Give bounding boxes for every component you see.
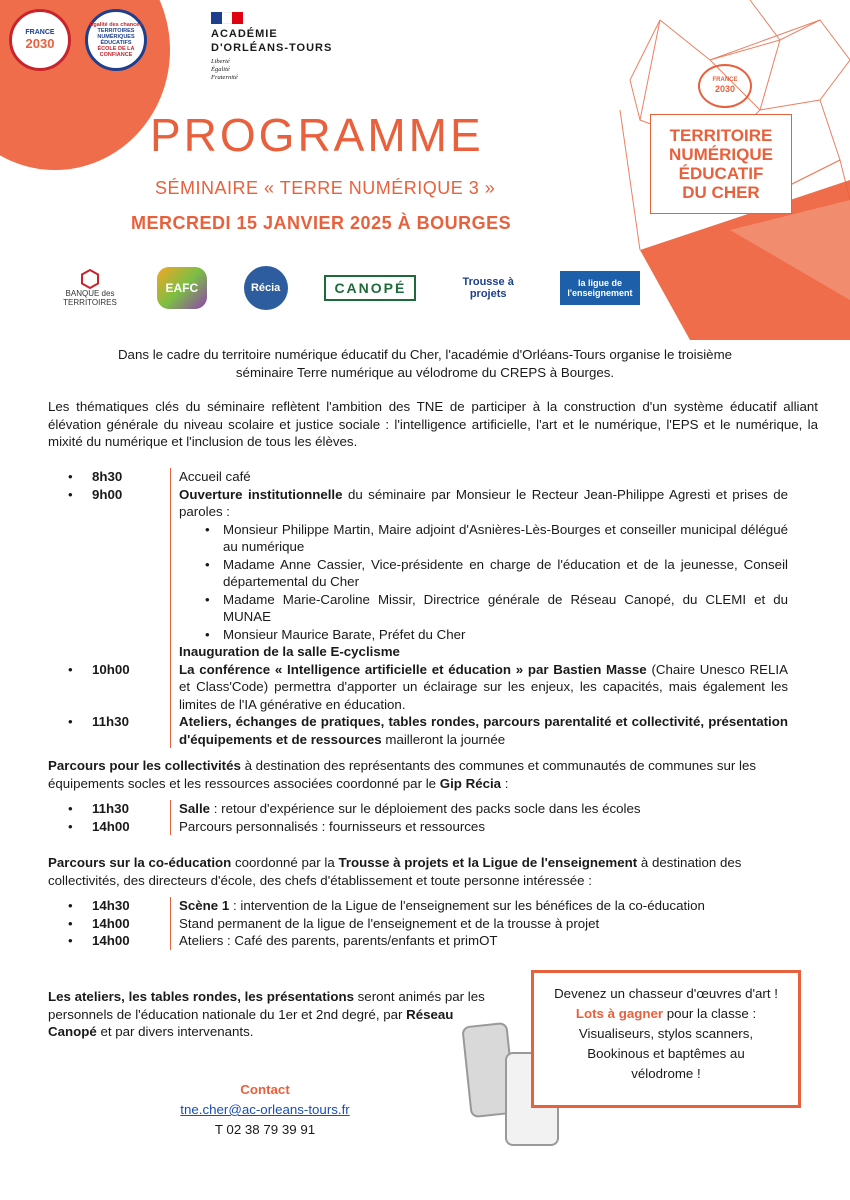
themes-paragraph: Les thématiques clés du séminaire reflètent l'ambition des TNE de participer à la construction d'un système éducatif alliant élévation générale du niveau scolaire et justice sociale : l'intelligence artificielle, l'art et le numérique, l'EPS et le numérique, la mixité du numérique et l'inclusion de tous les élèves.	[48, 399, 818, 449]
schedule-row: • 14h00 Stand permanent de la ligue de l'enseignement et de la trousse à projet	[48, 915, 788, 933]
academie-line1: ACADÉMIE	[211, 28, 278, 40]
contact-block	[150, 1080, 380, 1140]
contact-label: Contact	[240, 1082, 290, 1097]
tne-school-logo	[85, 9, 147, 71]
speakers-list	[179, 521, 788, 644]
coeducation-paragraph	[48, 854, 788, 889]
schedule-time: 11h30	[92, 801, 129, 816]
promo-line1: Devenez un chasseur d'œuvres d'art !	[554, 986, 778, 1001]
schedule-text	[170, 818, 788, 836]
partner-logo-recia	[244, 266, 288, 310]
schedule-row: • 14h30 Scène 1 : intervention de la Ligue de l'enseignement sur les bénéfices de la co-éducation	[48, 897, 788, 915]
coeducation-title: Parcours sur la co-éducation	[48, 855, 232, 870]
schedule-time: 14h00	[92, 915, 130, 931]
main-schedule	[48, 468, 788, 748]
inauguration-text: Inauguration de la salle E-cyclisme	[179, 644, 400, 659]
france-small-year: 2030	[714, 84, 736, 95]
closing-suffix: et par divers intervenants.	[96, 1024, 254, 1039]
contact-phone: T 02 38 79 39 91	[214, 1122, 316, 1137]
france-2030-year: 2030	[25, 35, 55, 51]
item-bold: Salle	[179, 801, 211, 816]
schedule-text	[170, 713, 788, 748]
schedule-time: 14h30	[92, 898, 130, 913]
france-2030-small-logo	[698, 64, 752, 108]
schedule-row: • 9h00 Ouverture institutionnelle du séminaire par Monsieur le Recteur Jean-Philippe Agresti et prises de paroles : • Monsieur Philippe Martin, Maire adjoint d'Asnières-Lès-Bourges et conseiller municipal délégué au numérique • Madame Anne Cassier, Vice-présidente en charge de l'éducation et de la jeunesse, Conseil départemental du Cher • Madame Marie-Caroline Missir, Directrice générale de Réseau Canopé, du CLEMI et du MUNAE • Monsieur Maurice Barate, Préfet du Cher Inauguration de la salle E-cyclisme	[48, 486, 788, 661]
closing-paragraph	[48, 988, 488, 1041]
collectivites-schedule	[48, 800, 788, 835]
schedule-text: Accueil café	[170, 468, 788, 486]
speaker-item: • Monsieur Philippe Martin, Maire adjoint d'Asnières-Lès-Bourges et conseiller municipal délégué au numérique	[223, 521, 788, 556]
item-bold: Scène 1	[179, 898, 230, 913]
schedule-row: • 8h30 Accueil café	[48, 468, 788, 486]
item-text: : intervention de la Ligue de l'enseignement sur les bénéfices de la co-éducation	[229, 898, 705, 913]
schedule-row: • 11h30 Ateliers, échanges de pratiques, tables rondes, parcours parentalité et collectivité, présentation d'équipements et de ressources mailleront la journée	[68, 714, 788, 747]
schedule-time: 10h00	[92, 661, 130, 677]
promo-highlight: Lots à gagner	[575, 1006, 664, 1021]
schedule-time: 8h30	[92, 469, 123, 484]
tne-line3: ÉDUCATIF	[678, 164, 764, 183]
item-text: : retour d'expérience sur le déploiement des packs socle dans les écoles	[210, 801, 641, 816]
partner-name: EAFC	[157, 267, 207, 309]
partner-name: Trousse à projets	[462, 275, 514, 300]
tne-logo-bottom-text: ÉCOLE DE LA CONFIANCE	[97, 46, 135, 59]
page-title: PROGRAMME	[150, 109, 484, 161]
schedule-text	[170, 800, 788, 818]
partner-name: la ligue de l'enseignement	[560, 271, 640, 305]
promo-line2: pour la classe :	[663, 1006, 757, 1021]
promo-line4: Bookinous et baptêmes au	[587, 1046, 745, 1061]
banque-hexagon-icon	[81, 269, 99, 289]
collectivites-paragraph	[48, 757, 788, 792]
conference-title: La conférence « Intelligence artificielle et éducation » par Bastien Masse	[179, 661, 647, 677]
schedule-time: 9h00	[92, 486, 123, 502]
item-text: Stand permanent de la ligue de l'enseignement et de la trousse à projet	[179, 915, 600, 931]
tne-cher-box	[650, 114, 792, 214]
schedule-row: • 10h00 La conférence « Intelligence artificielle et éducation » par Bastien Masse (Chaire Unesco RELIA et Class'Code) permettra d'apporter un éclairage sur les enjeux, les capacités, mais également les limites de l'IA générative en éducation.	[68, 661, 788, 712]
partner-name: CANOPÉ	[324, 275, 416, 301]
opening-text: du séminaire par Monsieur le Recteur Jean-Philippe Agresti et prises de paroles :	[179, 486, 788, 519]
schedule-text	[170, 897, 788, 915]
speaker-item: • Madame Anne Cassier, Vice-présidente en charge de l'éducation et de la jeunesse, Conseil départemental du Cher	[223, 556, 788, 591]
french-flag-icon	[211, 12, 243, 24]
partner-logo-trousse	[453, 276, 523, 300]
collectivites-coordinator: Gip Récia	[439, 775, 502, 791]
tne-line1: TERRITOIRE	[669, 125, 773, 145]
schedule-row: • 14h00 Parcours personnalisés : fournisseurs et ressources	[48, 818, 788, 836]
schedule-row: • 11h30 Salle : retour d'expérience sur le déploiement des packs socle dans les écoles	[48, 800, 788, 818]
motto-liberte: Liberté	[211, 57, 230, 65]
schedule-text	[170, 661, 788, 714]
partner-logo-ligue	[560, 271, 640, 305]
collectivites-text: à destination des représentants des communes et communautés de communes sur les équipements socles et les ressources associées coordonné par le	[48, 758, 757, 791]
partner-logo-eafc	[157, 267, 207, 309]
item-text: Parcours personnalisés : fournisseurs et ressources	[179, 818, 485, 834]
schedule-text	[170, 915, 788, 933]
speaker-item: • Madame Marie-Caroline Missir, Directrice générale de Réseau Canopé, du CLEMI et du MUNAE	[223, 591, 788, 626]
seminar-subtitle: SÉMINAIRE « TERRE NUMÉRIQUE 3 »	[155, 178, 496, 198]
tne-logo-middle-text: TERRITOIRES NUMÉRIQUES ÉDUCATIFS	[97, 27, 135, 46]
partner-name: Récia	[244, 266, 288, 310]
schedule-text	[170, 486, 788, 661]
partner-logo-banque	[60, 269, 120, 307]
france-2030-logo	[9, 9, 71, 71]
promo-box	[531, 970, 801, 1108]
tne-logo-top-text: Égalité des chances	[89, 21, 143, 28]
coeducation-text: coordonné par la	[231, 855, 339, 870]
partner-logo-canope	[324, 275, 416, 301]
coeducation-schedule	[48, 897, 788, 950]
france-2030-label: FRANCE	[25, 29, 55, 36]
academie-line2: D'ORLÉANS-TOURS	[211, 41, 333, 54]
contact-email-link[interactable]: tne.cher@ac-orleans-tours.fr	[180, 1102, 350, 1117]
closing-canope: Réseau Canopé	[48, 1006, 454, 1039]
coeducation-suffix: à destination des collectivités, des directeurs d'école, des chefs d'établissement et toute personne intéressée :	[48, 855, 742, 888]
collectivites-title: Parcours pour les collectivités	[48, 758, 241, 773]
workshops-title: Ateliers, échanges de pratiques, tables rondes, parcours parentalité et collectivité, présentation d'équipements et de ressources	[179, 714, 788, 747]
intro-paragraph: Dans le cadre du territoire numérique éducatif du Cher, l'académie d'Orléans-Tours organise le troisième séminaire Terre numérique au vélodrome du CREPS à Bourges.	[117, 347, 733, 380]
partner-name: BANQUE des TERRITOIRES	[63, 289, 117, 307]
promo-line5: vélodrome !	[631, 1066, 701, 1081]
schedule-row: • 14h00 Ateliers : Café des parents, parents/enfants et primOT	[48, 932, 788, 950]
partner-logos	[60, 262, 640, 314]
item-text: Ateliers : Café des parents, parents/enfants et primOT	[179, 933, 498, 948]
opening-title: Ouverture institutionnelle	[179, 486, 343, 502]
schedule-time: 11h30	[92, 714, 129, 729]
tne-line2: NUMÉRIQUE	[669, 144, 773, 164]
academie-logo	[211, 12, 351, 82]
collectivites-suffix: :	[501, 775, 509, 791]
schedule-text	[170, 932, 788, 950]
motto-egalite: Égalité	[211, 65, 230, 73]
schedule-time: 14h00	[92, 933, 130, 948]
closing-text: seront animés par les personnels de l'éducation nationale du 1er et 2nd degré, par	[48, 989, 485, 1022]
workshops-text: mailleront la journée	[381, 731, 506, 747]
schedule-time: 14h00	[92, 818, 130, 834]
speaker-item: • Monsieur Maurice Barate, Préfet du Cher	[223, 626, 788, 644]
france-small-label: FRANCE	[712, 77, 738, 83]
motto-fraternite: Fraternité	[211, 73, 238, 81]
tne-line4: DU CHER	[682, 183, 760, 203]
conference-text: (Chaire Unesco RELIA et Class'Code) permettra d'apporter un éclairage sur les enjeux, les capacités, mais également les limites de l'IA générative en éducation.	[179, 661, 788, 712]
coeducation-coordinators: Trousse à projets et la Ligue de l'enseignement	[338, 855, 638, 870]
closing-title: Les ateliers, les tables rondes, les présentations	[48, 989, 354, 1004]
event-date: MERCREDI 15 JANVIER 2025 À BOURGES	[131, 213, 512, 233]
promo-line3: Visualiseurs, stylos scanners,	[578, 1026, 754, 1041]
